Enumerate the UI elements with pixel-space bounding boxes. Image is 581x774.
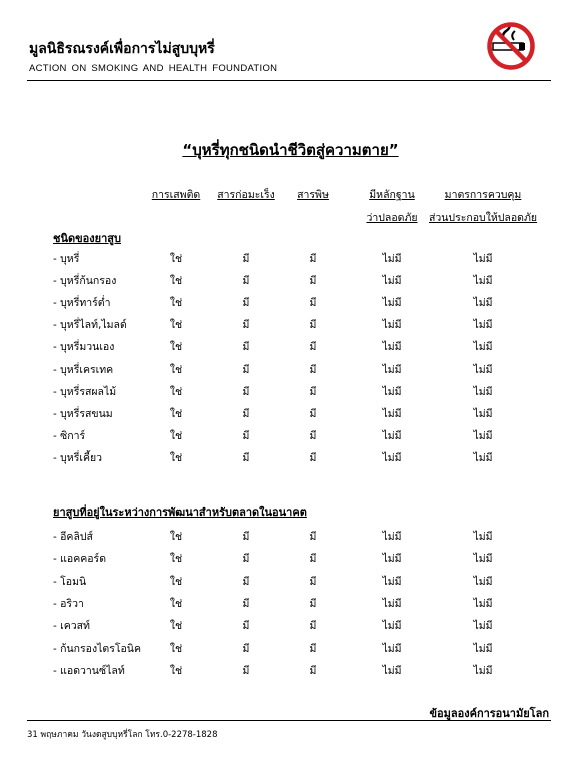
table-row (0, 617, 581, 633)
cell-addiction: ใช่ (169, 553, 183, 566)
cell-toxin: มี (309, 319, 317, 332)
table-row (0, 595, 581, 611)
cell-addiction: ใช่ (169, 297, 183, 310)
cell-toxin: มี (309, 407, 317, 420)
cell-carcinogen: มี (242, 253, 250, 265)
row-label: - บุหรี่ทาร์ต่ำ (53, 297, 111, 310)
table-row (0, 449, 581, 465)
table-row (0, 528, 581, 544)
row-label: - โอมนิ (53, 575, 87, 588)
cell-safety-evidence: ไม่มี (382, 531, 402, 543)
table-row (0, 427, 581, 443)
cell-toxin: มี (309, 429, 317, 442)
row-label: - อริวา (53, 597, 84, 610)
cell-addiction: ใช่ (169, 275, 183, 288)
cell-carcinogen: มี (242, 385, 250, 398)
cell-safety-evidence: ไม่มี (382, 407, 402, 420)
row-label: - บุหรี่ก้นกรอง (53, 275, 117, 288)
table-row (0, 316, 581, 332)
table-row (0, 250, 581, 266)
cell-carcinogen: มี (242, 531, 250, 543)
cell-control-measures: ไม่มี (473, 531, 493, 543)
cell-safety-evidence: ไม่มี (382, 363, 402, 376)
cell-toxin: มี (309, 531, 317, 543)
row-label: - บุหรี่รสผลไม้ (53, 385, 117, 398)
cell-safety-evidence: ไม่มี (382, 385, 402, 398)
table-row (0, 361, 581, 377)
table-row (0, 550, 581, 566)
cell-control-measures: ไม่มี (473, 429, 493, 442)
cell-control-measures: ไม่มี (473, 275, 493, 288)
cell-safety-evidence: ไม่มี (382, 297, 402, 310)
cell-toxin: มี (309, 363, 317, 376)
column-header-addiction: การเสพติด (151, 189, 201, 201)
cell-carcinogen: มี (242, 341, 250, 354)
cell-carcinogen: มี (242, 553, 250, 566)
table-row (0, 383, 581, 399)
cell-addiction: ใช่ (169, 253, 183, 265)
table-row (0, 338, 581, 354)
table-row (0, 640, 581, 656)
cell-safety-evidence: ไม่มี (382, 664, 402, 677)
cell-safety-evidence: ไม่มี (382, 642, 402, 655)
data-source: ข้อมูลองค์การอนามัยโลก (429, 707, 549, 720)
no-smoking-icon (486, 21, 536, 71)
column-header-control-measures: มาตรการควบคุม (444, 189, 522, 201)
cell-addiction: ใช่ (169, 620, 183, 633)
cell-carcinogen: มี (242, 451, 250, 464)
cell-toxin: มี (309, 341, 317, 354)
cell-addiction: ใช่ (169, 363, 183, 376)
cell-carcinogen: มี (242, 664, 250, 677)
cell-carcinogen: มี (242, 319, 250, 332)
organization-name-english: ACTION ON SMOKING AND HEALTH FOUNDATION (29, 63, 278, 74)
cell-safety-evidence: ไม่มี (382, 597, 402, 610)
cell-safety-evidence: ไม่มี (382, 341, 402, 354)
cell-toxin: มี (309, 297, 317, 310)
cell-carcinogen: มี (242, 407, 250, 420)
column-header-control-measures-line2: ส่วนประกอบให้ปลอดภัย (428, 212, 538, 224)
table-row (0, 294, 581, 310)
footer-divider (27, 720, 551, 721)
cell-control-measures: ไม่มี (473, 620, 493, 633)
column-header-safety-evidence-line2: ว่าปลอดภัย (366, 212, 418, 224)
cell-toxin: มี (309, 553, 317, 566)
table-row (0, 405, 581, 421)
cell-toxin: มี (309, 575, 317, 588)
cell-addiction: ใช่ (169, 341, 183, 354)
column-header-toxin: สารพิษ (297, 189, 329, 201)
cell-safety-evidence: ไม่มี (382, 275, 402, 288)
header-divider (27, 80, 551, 81)
row-label: - บุหรี่ (53, 253, 80, 265)
footer-text: 31 พฤษภาคม วันงดสูบบุหรี่โลก โทร.0-2278-1828 (27, 730, 218, 740)
cell-control-measures: ไม่มี (473, 597, 493, 610)
cell-toxin: มี (309, 597, 317, 610)
cell-toxin: มี (309, 620, 317, 633)
cell-addiction: ใช่ (169, 597, 183, 610)
cell-addiction: ใช่ (169, 642, 183, 655)
row-label: - ก้นกรองไตรโอนิค (53, 642, 141, 655)
row-label: - แอคคอร์ด (53, 553, 107, 566)
cell-carcinogen: มี (242, 597, 250, 610)
row-label: - บุหรี่มวนเอง (53, 341, 115, 354)
cell-control-measures: ไม่มี (473, 319, 493, 332)
column-header-carcinogen: สารก่อมะเร็ง (217, 189, 275, 201)
section-heading-tobacco-types: ชนิดของยาสูบ (53, 232, 121, 245)
cell-safety-evidence: ไม่มี (382, 429, 402, 442)
cell-control-measures: ไม่มี (473, 297, 493, 310)
cell-control-measures: ไม่มี (473, 664, 493, 677)
cell-addiction: ใช่ (169, 531, 183, 543)
cell-carcinogen: มี (242, 620, 250, 633)
table-row (0, 272, 581, 288)
cell-control-measures: ไม่มี (473, 642, 493, 655)
cell-addiction: ใช่ (169, 319, 183, 332)
row-label: - เควสท์ (53, 620, 90, 633)
page-title: “บุหรี่ทุกชนิดนำชีวิตสู่ความตาย” (182, 141, 399, 159)
cell-carcinogen: มี (242, 429, 250, 442)
cell-control-measures: ไม่มี (473, 451, 493, 464)
cell-carcinogen: มี (242, 363, 250, 376)
cell-toxin: มี (309, 451, 317, 464)
cell-addiction: ใช่ (169, 407, 183, 420)
cell-control-measures: ไม่มี (473, 385, 493, 398)
cell-toxin: มี (309, 642, 317, 655)
cell-control-measures: ไม่มี (473, 363, 493, 376)
cell-control-measures: ไม่มี (473, 407, 493, 420)
cell-control-measures: ไม่มี (473, 553, 493, 566)
table-row (0, 662, 581, 678)
cell-carcinogen: มี (242, 275, 250, 288)
row-label: - ซิการ์ (53, 429, 86, 442)
cell-safety-evidence: ไม่มี (382, 553, 402, 566)
cell-safety-evidence: ไม่มี (382, 319, 402, 332)
cell-control-measures: ไม่มี (473, 341, 493, 354)
cell-toxin: มี (309, 253, 317, 265)
cell-addiction: ใช่ (169, 664, 183, 677)
cell-carcinogen: มี (242, 642, 250, 655)
cell-carcinogen: มี (242, 297, 250, 310)
row-label: - แอดวานซ์ไลท์ (53, 664, 125, 677)
row-label: - บุหรี่เคี้ยว (53, 451, 103, 464)
section-heading-future-products: ยาสูบที่อยู่ในระหว่างการพัฒนาสำหรับตลาดในอนาคต (53, 506, 307, 519)
cell-addiction: ใช่ (169, 575, 183, 588)
row-label: - บุหรี่ไลท์,ไมลด์ (53, 319, 127, 332)
cell-safety-evidence: ไม่มี (382, 451, 402, 464)
cell-safety-evidence: ไม่มี (382, 620, 402, 633)
cell-toxin: มี (309, 275, 317, 288)
cell-toxin: มี (309, 664, 317, 677)
column-header-safety-evidence: มีหลักฐาน (369, 189, 415, 201)
cell-safety-evidence: ไม่มี (382, 575, 402, 588)
cell-toxin: มี (309, 385, 317, 398)
cell-control-measures: ไม่มี (473, 575, 493, 588)
cell-control-measures: ไม่มี (473, 253, 493, 265)
table-row (0, 573, 581, 589)
cell-addiction: ใช่ (169, 451, 183, 464)
row-label: - อีคลิปส์ (53, 531, 93, 543)
cell-addiction: ใช่ (169, 385, 183, 398)
cell-addiction: ใช่ (169, 429, 183, 442)
row-label: - บุหรี่เครเทค (53, 363, 114, 376)
organization-name-thai: มูลนิธิรณรงค์เพื่อการไม่สูบบุหรี่ (29, 41, 215, 57)
cell-safety-evidence: ไม่มี (382, 253, 402, 265)
cell-carcinogen: มี (242, 575, 250, 588)
row-label: - บุหรี่รสขนม (53, 407, 113, 420)
